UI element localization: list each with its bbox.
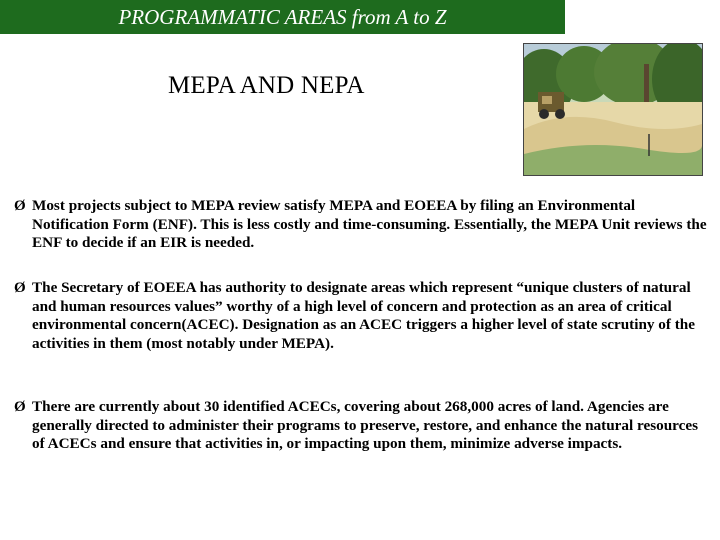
header-banner — [0, 0, 565, 34]
bullet-item — [14, 398, 714, 454]
bullet-item — [14, 197, 714, 253]
arrow-bullet-icon: Ø — [14, 198, 26, 214]
bullet-text: There are currently about 30 identified ACECs, covering about 268,000 acres of land. Agencies are generally directed to administer their programs to preserve, restore, and enhance the natural resources of ACECs and ensure that activities in, or impacting upon them, minimize adverse impacts. — [32, 398, 699, 453]
photo-illustration — [524, 44, 702, 175]
slide-subtitle: MEPA AND NEPA — [168, 72, 365, 99]
arrow-bullet-icon: Ø — [14, 280, 26, 296]
bullet-text: Most projects subject to MEPA review satisfy MEPA and EOEEA by filing an Environmental Notification Form (ENF). This is less costly and time-consuming. Essentially, the MEPA Unit reviews the ENF to decide if an EIR is needed. — [32, 197, 707, 252]
construction-site-photo — [523, 43, 703, 176]
bullet-item — [14, 279, 714, 353]
bullet-text: The Secretary of EOEEA has authority to designate areas which represent “unique clusters of natural and human resources values” worthy of a high level of concern and protection as an area of critical environmental concern(ACEC). Designation as an ACEC triggers a higher level of state scrutiny of the activities in them (most notably under MEPA). — [32, 279, 695, 352]
page-title: PROGRAMMATIC AREAS from A to Z — [118, 5, 447, 29]
arrow-bullet-icon: Ø — [14, 399, 26, 415]
